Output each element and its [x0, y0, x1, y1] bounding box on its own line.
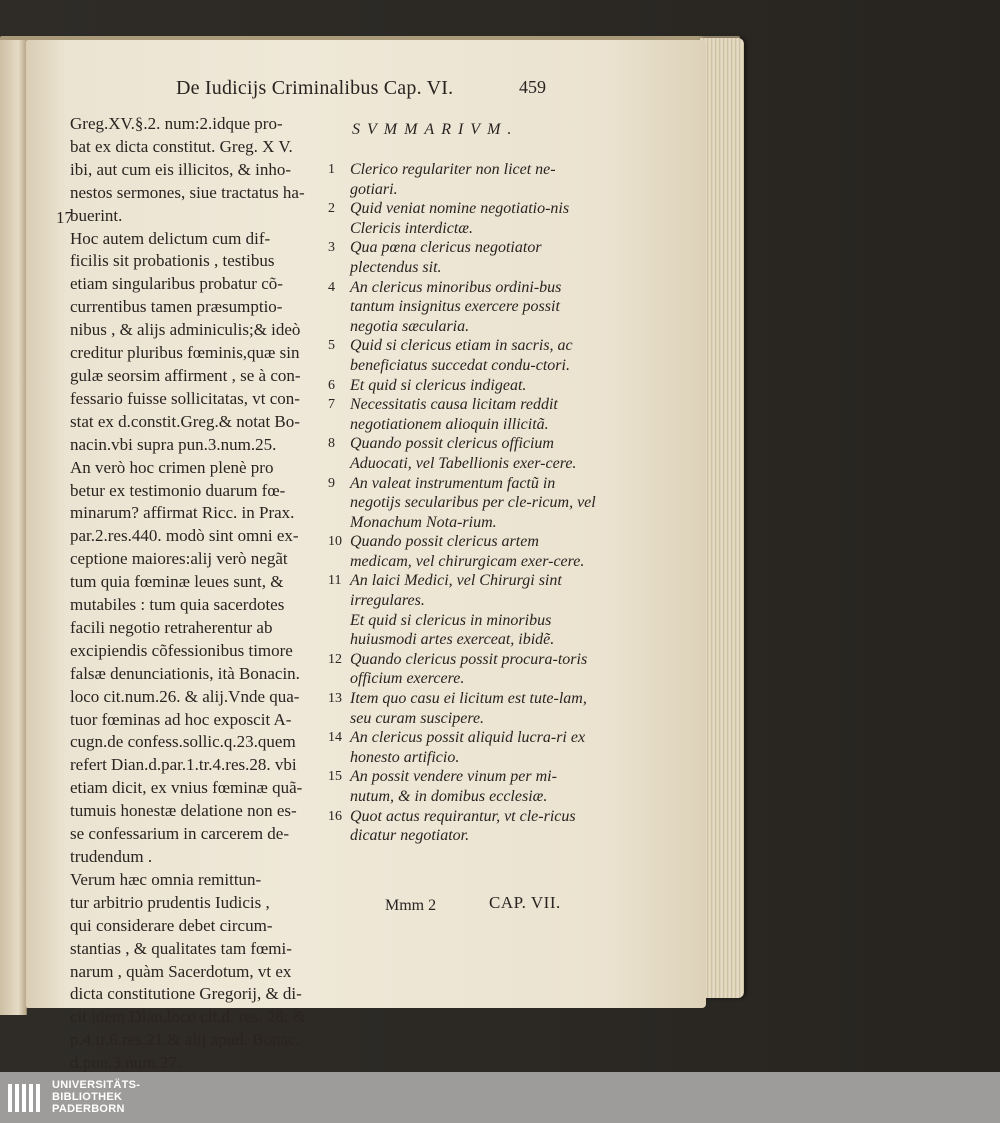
- summary-item-text: An clericus minoribus ordini-bus tantum insignitus exercere possit negotia sæcularia.: [350, 278, 562, 335]
- summary-item-text: Quando clericus possit procura-toris officium exercere.: [350, 650, 588, 688]
- text-line: tum quia fœminæ leues sunt, &: [70, 572, 284, 592]
- text-line: betur ex testimonio duarum fœ-: [70, 480, 286, 500]
- summary-item-number: 16: [328, 808, 342, 824]
- text-line: cit idem Dian.loco cit.d. res. 28: &: [70, 1007, 307, 1027]
- text-line: d.pun.3.num.27.: [70, 1053, 181, 1073]
- text-line: loco cit.num.26. & alij.Vnde qua-: [70, 686, 300, 706]
- summary-item: [320, 611, 600, 650]
- text-line: cugn.de confess.sollic.q.23.quem: [70, 732, 296, 752]
- summary-item-number: 14: [328, 730, 342, 746]
- summary-item-text: An laici Medici, vel Chirurgi sint irregulares.: [350, 572, 562, 610]
- text-line: qui considerare debet circum-: [70, 915, 273, 935]
- left-page-edge: [0, 40, 27, 1015]
- text-line: etiam singularibus probatur cõ-: [70, 274, 283, 294]
- text-line: dicta constitutione Gregorij, & di-: [70, 984, 302, 1004]
- summary-item: [320, 434, 600, 473]
- summary-item: [320, 474, 600, 533]
- text-line: buerint.: [70, 205, 123, 225]
- text-line: narum , quàm Sacerdotum, vt ex: [70, 961, 292, 981]
- summary-item-number: 13: [328, 691, 342, 707]
- summary-item-number: 6: [328, 377, 335, 393]
- summary-item-text: Quando possit clericus officium Aduocati, vel Tabellionis exer-cere.: [350, 435, 577, 472]
- text-line: nibus , & alijs adminiculis;& ideò: [70, 320, 301, 340]
- text-line: tur arbitrio prudentis Iudicis ,: [70, 892, 270, 912]
- library-name-line-1: UNIVERSITÄTS-: [52, 1079, 141, 1091]
- summary-item-number: 1: [328, 162, 335, 177]
- text-line: excipiendis cõfessionibus timore: [70, 640, 293, 660]
- summary-item-number: 15: [328, 769, 342, 785]
- page-stack-edge: [700, 38, 744, 998]
- summary-item: [320, 199, 600, 238]
- text-line: gulæ seorsim affirment , se à con-: [70, 365, 301, 385]
- summary-item-text: Et quid si clericus indigeat.: [350, 376, 527, 394]
- text-line: tuor fœminas ad hoc exposcit A-: [70, 709, 292, 729]
- library-logo-icon: [6, 1080, 46, 1116]
- text-line: ficilis sit probationis , testibus: [70, 251, 275, 271]
- summary-item: [320, 238, 600, 277]
- text-line: tumuis honestæ delatione non es-: [70, 801, 297, 821]
- text-line: ibi, aut cum eis illicitos, & inho-: [70, 159, 291, 179]
- summary-item: [320, 807, 600, 846]
- summary-item-number: 8: [328, 436, 335, 452]
- text-line: se confessarium in carcerem de-: [70, 824, 289, 844]
- text-line: etiam dicit, ex vnius fœminæ quã-: [70, 778, 303, 798]
- summary-item-text: Quando possit clericus artem medicam, vel chirurgicam exer-cere.: [350, 533, 585, 570]
- text-line: Hoc autem delictum cum dif-: [70, 228, 271, 248]
- text-line: trudendum .: [70, 847, 153, 866]
- summary-item-text: Quid si clericus etiam in sacris, ac beneficiatus succedat condu-ctori.: [350, 337, 573, 374]
- text-line: creditur pluribus fœminis,quæ sin: [70, 343, 300, 363]
- summary-item: [320, 689, 600, 728]
- text-line: An verò hoc crimen plenè pro: [70, 457, 274, 477]
- summary-item: [320, 278, 600, 337]
- text-line: Verum hæc omnia remittun-: [70, 869, 262, 889]
- summary-item-number: 3: [328, 240, 335, 256]
- library-name-line-2: BIBLIOTHEK: [52, 1091, 123, 1103]
- text-line: currentibus tamen præsumptio-: [70, 297, 283, 317]
- summary-item: [320, 728, 600, 767]
- summary-item-text: Quot actus requirantur, vt cle-ricus dicatur negotiator.: [350, 807, 576, 845]
- summary-item-text: Necessitatis causa licitam reddit negotiationem alioquin illicitã.: [350, 396, 558, 433]
- summary-item-text: An clericus possit aliquid lucra-ri ex honesto artificio.: [350, 729, 586, 766]
- text-line: Greg.XV.§.2. num:2.idque pro-: [70, 114, 283, 133]
- summary-item-text: Item quo casu ei licitum est tute-lam, seu curam suscipere.: [350, 690, 587, 727]
- summary-item-number: 5: [328, 338, 335, 354]
- page-number: 459: [519, 77, 546, 97]
- text-line: facili negotio retraherentur ab: [70, 617, 273, 637]
- summary-item-number: 10: [328, 534, 342, 550]
- summary-item-text: Clerico regulariter non licet ne-gotiari.: [350, 161, 556, 198]
- summary-item: [320, 532, 600, 571]
- summary-item: [320, 336, 600, 375]
- summary-item: [320, 571, 600, 610]
- text-line: fessario fuisse sollicitatas, vt con-: [70, 388, 300, 408]
- text-line: falsæ denunciationis, ità Bonacin.: [70, 663, 300, 683]
- summary-item: [320, 650, 600, 689]
- summary-item-number: 11: [328, 573, 342, 589]
- summary-item: [320, 767, 600, 806]
- catchword: CAP. VII.: [489, 893, 561, 912]
- paragraph-margin-number: 17: [56, 208, 73, 227]
- running-head-title: De Iudicijs Criminalibus Cap. VI.: [176, 77, 454, 99]
- summary-item: [320, 395, 600, 434]
- text-line: mutabiles : tum quia sacerdotes: [70, 595, 285, 615]
- summary-list: [320, 160, 600, 846]
- left-text-column: [70, 113, 326, 1075]
- summary-item-number: 2: [328, 201, 335, 217]
- text-line: ceptione maiores:alij verò negãt: [70, 549, 288, 569]
- summary-item: [320, 376, 600, 396]
- text-line: bat ex dicta constitut. Greg. X V.: [70, 136, 293, 156]
- summary-item-text: Qua pœna clericus negotiator plectendus sit.: [350, 239, 542, 276]
- text-line: minarum? affirmat Ricc. in Prax.: [70, 503, 295, 523]
- summary-item-text: An possit vendere vinum per mi-nutum, & in domibus ecclesiæ.: [350, 768, 557, 805]
- summary-item-number: 7: [328, 397, 335, 413]
- text-line: stat ex d.constit.Greg.& notat Bo-: [70, 411, 300, 431]
- summary-item: [320, 160, 600, 199]
- library-name-line-3: PADERBORN: [52, 1103, 125, 1115]
- summary-item-text: An valeat instrumentum factũ in negotijs secularibus per cle-ricum, vel Monachum Nota-rium.: [350, 474, 596, 531]
- text-line: p.4.tr.6.res.21.& alij apud. Bonac.: [70, 1030, 300, 1050]
- signature-mark: Mmm 2: [385, 897, 437, 914]
- library-banner: [0, 1072, 1000, 1123]
- summary-item-number: 4: [328, 279, 335, 295]
- summary-item-number: 9: [328, 475, 335, 491]
- text-line: nestos sermones, siue tractatus ha-: [70, 182, 305, 202]
- summary-heading: SVMMARIVM.: [352, 121, 519, 138]
- text-line: stantias , & qualitates tam fœmi-: [70, 938, 292, 958]
- text-line: nacin.vbi supra pun.3.num.25.: [70, 434, 277, 454]
- text-line: refert Dian.d.par.1.tr.4.res.28. vbi: [70, 755, 297, 775]
- text-line: par.2.res.440. modò sint omni ex-: [70, 526, 299, 546]
- summary-item-number: 12: [328, 651, 342, 667]
- library-name: [52, 1079, 140, 1115]
- summary-item-text: Quid veniat nomine negotiatio-nis Clericis interdictæ.: [350, 200, 570, 237]
- summary-item-text: Et quid si clericus in minoribus huiusmodi artes exerceat, ibidẽ.: [350, 611, 555, 649]
